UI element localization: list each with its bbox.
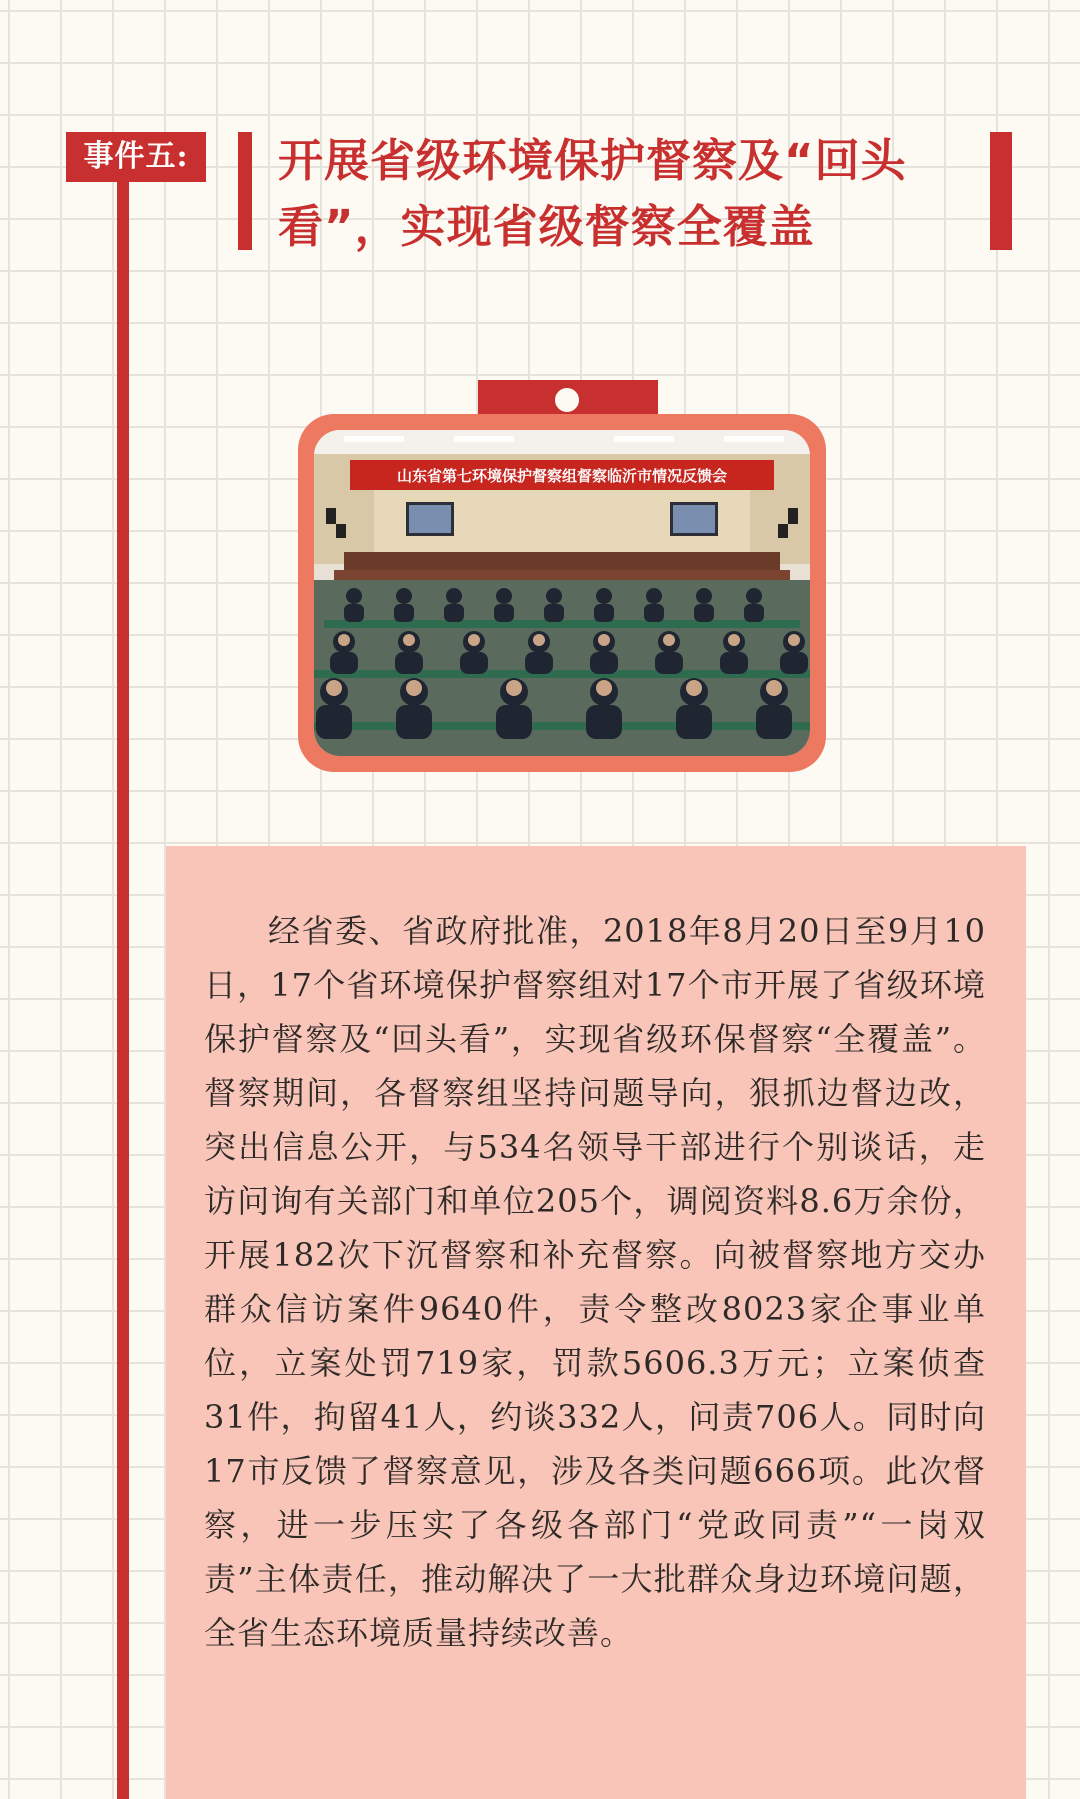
title-accent-right [990, 132, 1012, 250]
title-accent-left [238, 132, 252, 250]
meeting-photo [314, 430, 810, 756]
body-paragraph: 经省委、省政府批准，2018年8月20日至9月10日，17个省环境保护督察组对17个市开展了省级环境保护督察及“回头看”，实现省级环保督察“全覆盖”。督察期间，各督察组坚持问题导向，狠抓边督边改，突出信息公开，与534名领导干部进行个别谈话，走访问询有关部门和单位205个，调阅资料8.6万余份，开展182次下沉督察和补充督察。向被督察地方交办群众信访案件9640件，责令整改8023家企事业单位，立案处罚719家，罚款5606.3万元；立案侦查31件，拘留41人，约谈332人，问责706人。同时向17市反馈了督察意见，涉及各类问题666项。此次督察，进一步压实了各级各部门“党政同责”“一岗双责”主体责任，推动解决了一大批群众身边环境问题，全省生态环境质量持续改善。 [204, 912, 986, 1652]
photo-hanger-hole [555, 388, 579, 412]
event-title: 开展省级环境保护督察及“回头看”，实现省级督察全覆盖 [278, 134, 907, 253]
meeting-banner-text: 山东省第七环境保护督察组督察临沂市情况反馈会 [396, 467, 728, 485]
timeline-bar [117, 160, 129, 1799]
event-tag: 事件五: [66, 132, 206, 182]
